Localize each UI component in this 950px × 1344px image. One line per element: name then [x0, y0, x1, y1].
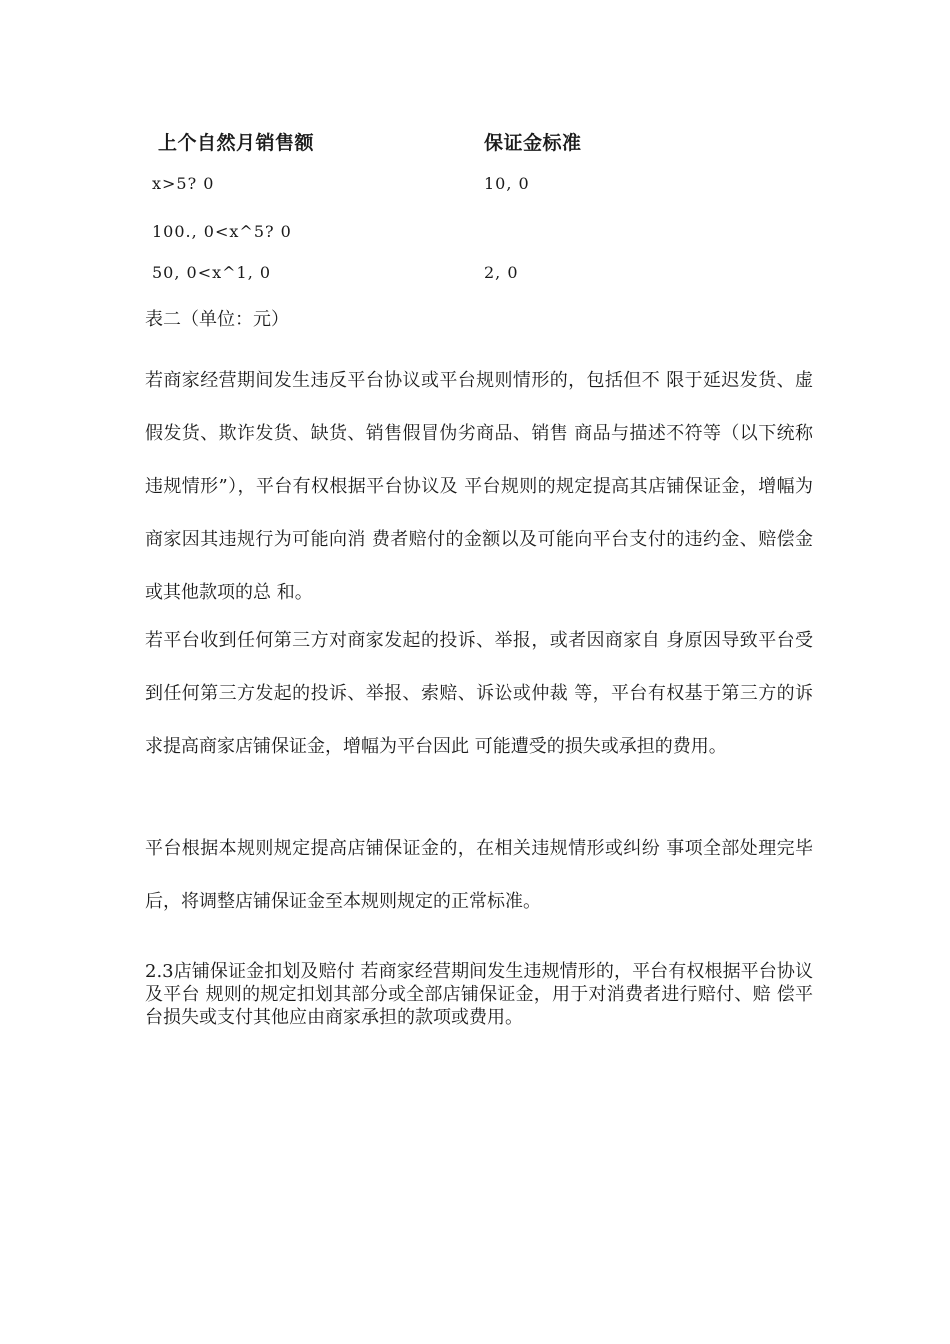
table-caption: 表二（单位：元） [145, 309, 289, 330]
table-header-deposit: 保证金标准 [484, 132, 582, 154]
table-cell-deposit-row1: 10, 0 [484, 174, 530, 193]
table-header-sales: 上个自然月销售额 [158, 132, 315, 154]
paragraph-violation: 若商家经营期间发生违反平台协议或平台规则情形的，包括但不 限于延迟发货、虚假发货、欺诈发货、缺货、销售假冒伪劣商品、销售 商品与描述不符等（以下统称违规情形”），平台有权根据平台协议及 平台规则的规定提高其店铺保证金，增幅为商家因其违规行为可能向消 费者赔付的金额以及可能向平台支付的违约金、赔偿金或其他款项的总 和。 [145, 370, 813, 603]
table-cell-sales-row1: x>5? 0 [152, 174, 215, 193]
paragraph-deduction: 2.3店铺保证金扣划及赔付 若商家经营期间发生违规情形的，平台有权根据平台协议及平台 规则的规定扣划其部分或全部店铺保证金，用于对消费者进行赔付、赔 偿平台损失或支付其他应由商家承担的款项或费用。 [145, 961, 813, 1028]
paragraph-restore: 平台根据本规则规定提高店铺保证金的，在相关违规情形或纠纷 事项全部处理完毕后，将调整店铺保证金至本规则规定的正常标准。 [145, 838, 813, 912]
table-cell-deposit-row3: 2, 0 [484, 263, 519, 282]
table-cell-sales-row2: 100., 0<x^5? 0 [152, 222, 292, 241]
table-cell-sales-row3: 50, 0<x^1, 0 [152, 263, 272, 282]
paragraph-third-party: 若平台收到任何第三方对商家发起的投诉、举报，或者因商家自 身原因导致平台受到任何第三方发起的投诉、举报、索赔、诉讼或仲裁 等，平台有权基于第三方的诉求提高商家店铺保证金，增幅为平台因此 可能遭受的损失或承担的费用。 [145, 630, 813, 757]
